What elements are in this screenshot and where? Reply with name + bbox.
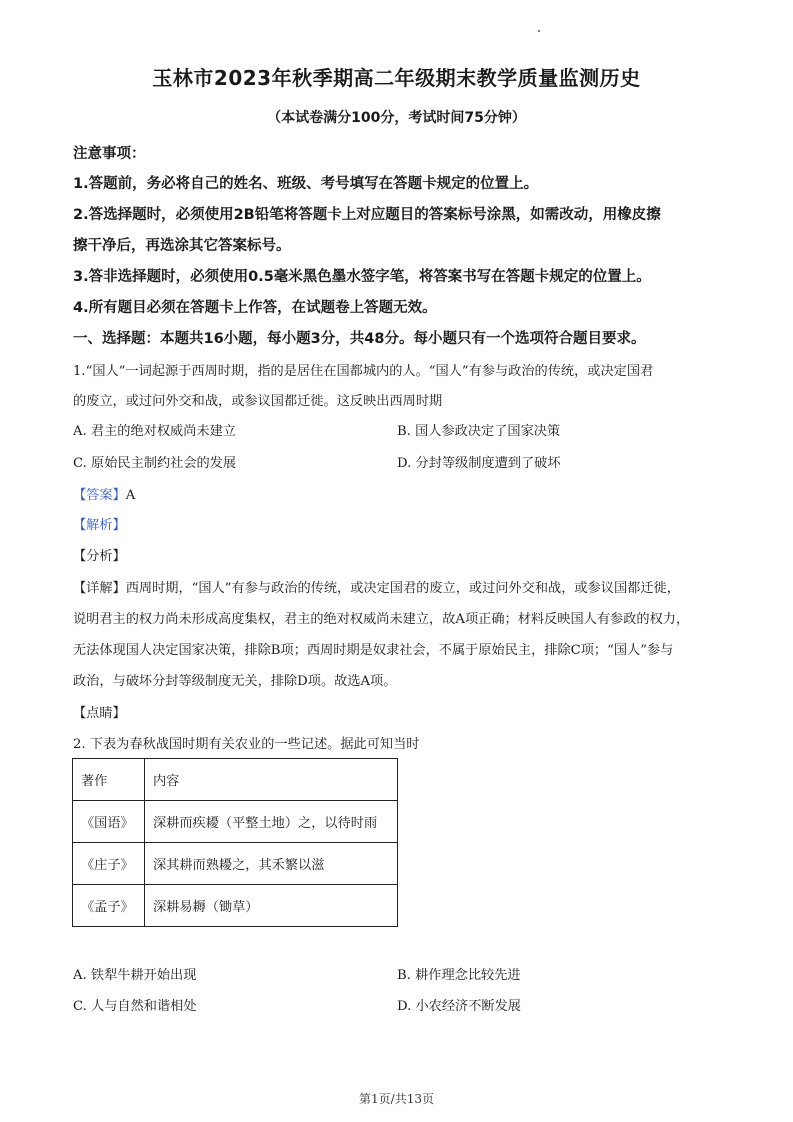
scan-dot [538,30,540,32]
q1-option-a: A. 君主的绝对权威尚未建立 [73,424,236,439]
dianjing-label: 【点睛】 [73,706,126,721]
q2-option-d: D. 小农经济不断发展 [397,999,521,1014]
section-heading: 一、选择题：本题共16小题，每小题3分，共48分。每小题只有一个选项符合题目要求。 [73,331,646,347]
notice-item-2: 2.答选择题时，必须使用2B铅笔将答题卡上对应题目的答案标号涂黑，如需改动，用橡皮擦 [73,207,661,223]
q1-stem-line-2: 的废立，或过问外交和战，或参议国都迁徙。这反映出西周时期 [73,394,443,409]
q1-option-b: B. 国人参政决定了国家决策 [397,424,561,439]
notice-item-2-cont: 擦干净后，再选涂其它答案标号。 [73,238,291,254]
table-header-cell: 内容 [145,759,398,801]
notice-item-3: 3.答非选择题时，必须使用0.5毫米黑色墨水签字笔，将答案书写在答题卡规定的位置上。 [73,269,651,285]
answer-value: A [125,488,136,503]
notice-item-4: 4.所有题目必须在答题卡上作答，在试题卷上答题无效。 [73,300,437,316]
exam-subtitle: （本试卷满分100分，考试时间75分钟） [267,110,526,126]
table-cell-work: 《庄子》 [73,843,145,885]
table-cell-work: 《国语》 [73,801,145,843]
exam-title: 玉林市2023年秋季期高二年级期末教学质量监测历史 [152,66,641,90]
q1-detail-line-2: 说明君主的权力尚未形成高度集权，君主的绝对权威尚未建立，故A项正确；材料反映国人有参政的权力， [73,612,690,627]
detail-label: 【详解】 [73,581,126,596]
q2-stem: 2. 下表为春秋战国时期有关农业的一些记述。据此可知当时 [73,737,420,752]
notice-item-1: 1.答题前，务必将自己的姓名、班级、考号填写在答题卡规定的位置上。 [73,176,539,192]
q1-detail-line-1 [73,577,680,596]
table-header-row [73,759,398,801]
q1-stem-line-1: 1.“国人”一词起源于西周时期，指的是居住在国都城内的人。“国人”有参与政治的传统，或决定国君 [73,364,654,379]
table-cell-content: 深耕易耨（锄草） [145,885,398,927]
q2-table [72,758,398,927]
answer-label: 【答案】 [73,488,126,503]
table-cell-content: 深耕而疾耰（平整土地）之，以待时雨 [145,801,398,843]
q1-detail-line-3: 无法体现国人决定国家决策，排除B项；西周时期是奴隶社会，不属于原始民主，排除C项；“国人”参与 [73,643,674,658]
q1-answer [73,484,135,503]
table-row [73,885,398,927]
detail-text-1: 西周时期，“国人”有参与政治的传统，或决定国君的废立，或过问外交和战，或参议国都迁徙， [125,581,680,596]
fenxi-label: 【分析】 [73,549,126,564]
q1-detail-line-4: 政治，与破坏分封等级制度无关，排除D项。故选A项。 [73,674,397,689]
q2-option-c: C. 人与自然和谐相处 [73,999,197,1014]
table-cell-work: 《孟子》 [73,885,145,927]
analysis-label: 【解析】 [73,518,126,533]
notice-heading: 注意事项： [73,146,146,162]
table-row [73,801,398,843]
table-cell-content: 深其耕而熟耰之，其禾繁以滋 [145,843,398,885]
table-header-cell: 著作 [73,759,145,801]
q1-option-c: C. 原始民主制约社会的发展 [73,456,237,471]
q1-option-d: D. 分封等级制度遭到了破坏 [397,456,561,471]
page-footer: 第1页/共13页 [359,1092,434,1106]
q2-option-b: B. 耕作理念比较先进 [397,968,521,983]
q2-option-a: A. 铁犁牛耕开始出现 [73,968,197,983]
table-row [73,843,398,885]
